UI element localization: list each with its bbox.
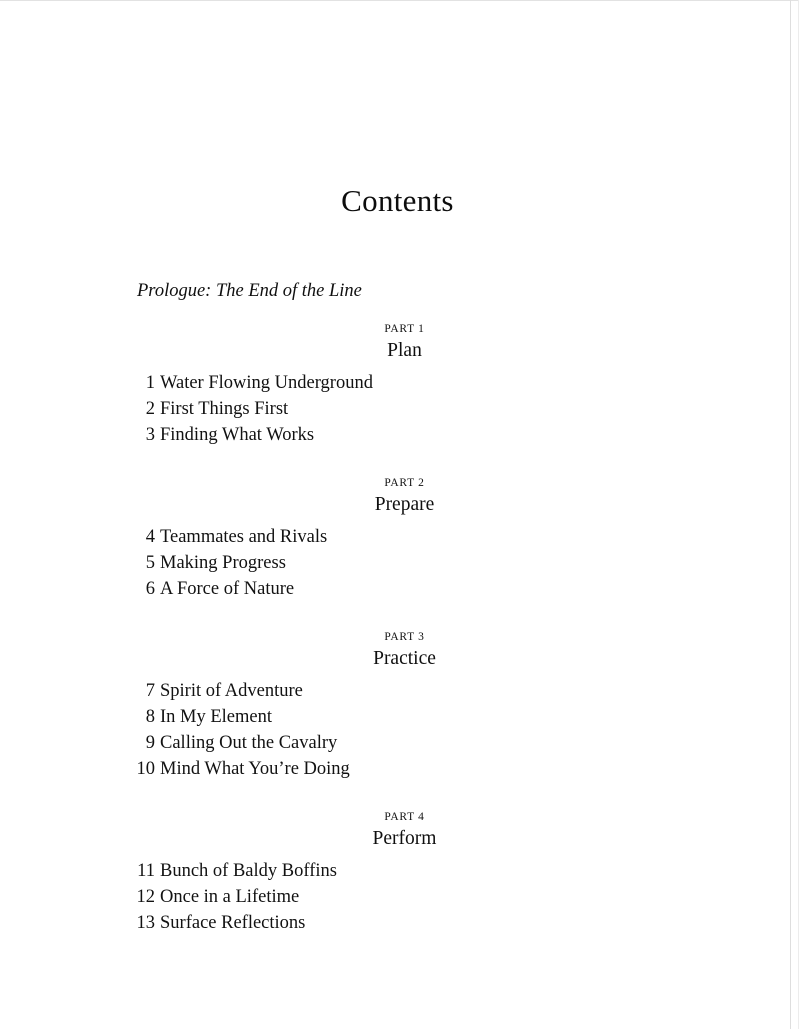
- chapter-number: 9: [145, 733, 155, 753]
- chapter-list: [0, 678, 795, 782]
- part-name: Prepare: [374, 494, 435, 515]
- chapter-entry[interactable]: [0, 730, 795, 756]
- chapter-number: 7: [145, 681, 155, 701]
- part-block: [0, 630, 795, 782]
- chapter-title: Making Progress: [160, 553, 286, 573]
- chapter-list: [0, 370, 795, 448]
- chapter-list: [0, 524, 795, 602]
- part-block: [0, 476, 795, 602]
- chapter-entry[interactable]: [0, 678, 795, 704]
- chapter-entry[interactable]: [0, 370, 795, 396]
- chapter-entry[interactable]: [0, 396, 795, 422]
- chapter-title: Spirit of Adventure: [160, 681, 303, 701]
- part-heading: [0, 630, 795, 671]
- chapter-number: 11: [137, 861, 155, 881]
- chapter-entry[interactable]: [0, 422, 795, 448]
- chapter-title: Water Flowing Underground: [160, 373, 373, 393]
- parts-list: [0, 322, 795, 936]
- chapter-number: 6: [145, 579, 155, 599]
- part-heading: [0, 810, 795, 851]
- chapter-entry[interactable]: [0, 858, 795, 884]
- chapter-title: Teammates and Rivals: [160, 527, 328, 547]
- chapter-title: Once in a Lifetime: [160, 887, 300, 907]
- chapter-number: 4: [145, 527, 155, 547]
- part-label: PART 4: [384, 811, 425, 823]
- part-name: Practice: [373, 648, 436, 669]
- part-label: PART 3: [384, 631, 425, 643]
- chapter-title: Finding What Works: [160, 425, 315, 445]
- chapter-title: Surface Reflections: [160, 913, 306, 933]
- page-top-edge: [0, 0, 799, 1]
- chapter-entry[interactable]: [0, 756, 795, 782]
- chapter-title: Bunch of Baldy Boffins: [160, 861, 337, 881]
- chapter-number: 12: [136, 887, 155, 907]
- part-block: [0, 810, 795, 936]
- frontmatter-entry-prologue: Prologue: The End of the Line: [137, 281, 362, 301]
- chapter-number: 10: [136, 759, 155, 779]
- page-title: Contents: [341, 183, 454, 218]
- part-block: [0, 322, 795, 448]
- chapter-entry[interactable]: [0, 884, 795, 910]
- chapter-title: Calling Out the Cavalry: [160, 733, 338, 753]
- part-name: Perform: [372, 828, 437, 849]
- part-heading: [0, 322, 795, 363]
- chapter-title: First Things First: [160, 399, 289, 419]
- part-heading: [0, 476, 795, 517]
- chapter-number: 8: [145, 707, 155, 727]
- chapter-title: Mind What You’re Doing: [160, 759, 350, 779]
- part-label: PART 2: [384, 477, 425, 489]
- part-label: PART 1: [384, 323, 425, 335]
- chapter-entry[interactable]: [0, 910, 795, 936]
- part-name: Plan: [387, 340, 422, 361]
- chapter-entry[interactable]: [0, 524, 795, 550]
- chapter-list: [0, 858, 795, 936]
- chapter-number: 5: [145, 553, 155, 573]
- chapter-number: 13: [136, 913, 155, 933]
- chapter-entry[interactable]: [0, 550, 795, 576]
- chapter-number: 1: [145, 373, 155, 393]
- chapter-entry[interactable]: [0, 576, 795, 602]
- chapter-number: 3: [145, 425, 155, 445]
- chapter-title: In My Element: [160, 707, 273, 727]
- chapter-title: A Force of Nature: [160, 579, 295, 599]
- chapter-entry[interactable]: [0, 704, 795, 730]
- chapter-number: 2: [145, 399, 155, 419]
